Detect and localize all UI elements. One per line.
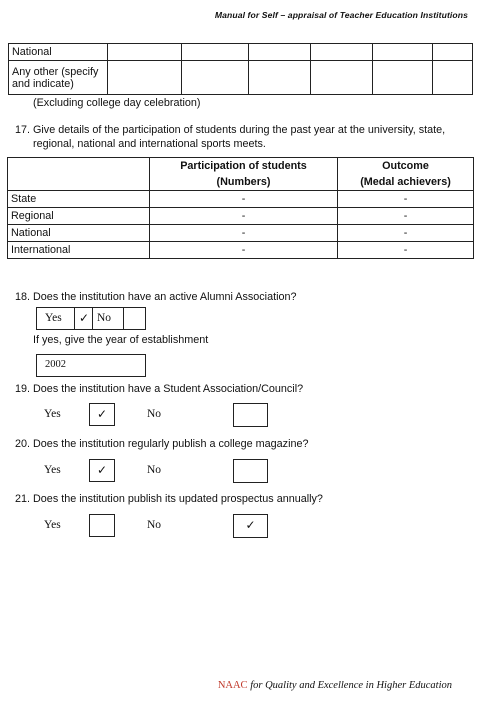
page-footer: [218, 680, 452, 691]
no-checkbox[interactable]: [233, 459, 268, 483]
participation-value: -: [150, 225, 338, 242]
row-label: National: [9, 44, 108, 61]
col-header-outcome: Outcome: [338, 158, 474, 175]
participation-value: -: [150, 191, 338, 208]
no-checkbox[interactable]: ✓: [233, 514, 268, 538]
no-label: No: [147, 408, 162, 420]
year-value: 2002: [45, 359, 66, 370]
q20-text: 20. Does the institution regularly publish a college magazine?: [15, 438, 309, 450]
q18-text: 18. Does the institution have an active Alumni Association?: [15, 291, 297, 303]
table-row: [8, 242, 474, 259]
row-label: State: [8, 191, 150, 208]
naac-brand: NAAC: [217, 680, 248, 691]
q17-text-line2: regional, national and international sports meets.: [33, 138, 266, 150]
footer-tagline: for Quality and Excellence in Higher Education: [250, 680, 452, 691]
outcome-value: -: [338, 208, 474, 225]
q21-text: 21. Does the institution publish its updated prospectus annually?: [15, 493, 323, 505]
row-label: International: [8, 242, 150, 259]
table-row: [9, 44, 473, 61]
yes-checkbox[interactable]: [89, 514, 115, 537]
no-label: No: [97, 312, 112, 324]
table-row: [8, 191, 474, 208]
row-label: National: [8, 225, 150, 242]
no-label: No: [147, 519, 162, 531]
page-header: Manual for Self – appraisal of Teacher Education Institutions: [214, 10, 468, 20]
yes-label: Yes: [44, 519, 61, 531]
q17-text-line1: 17. Give details of the participation of students during the past year at the university, state,: [15, 124, 446, 136]
yes-label: Yes: [45, 312, 62, 324]
activities-table: [8, 43, 473, 95]
outcome-value: -: [338, 225, 474, 242]
no-label: No: [147, 464, 162, 476]
excluding-note: (Excluding college day celebration): [33, 97, 201, 109]
col-header-outcome-sub: (Medal achievers): [338, 174, 474, 191]
table-row: [9, 61, 473, 95]
yes-label: Yes: [44, 464, 61, 476]
table-row: [8, 208, 474, 225]
yes-checkmark[interactable]: ✓: [78, 311, 90, 325]
yes-checkbox[interactable]: ✓: [89, 403, 115, 426]
participation-value: -: [150, 208, 338, 225]
table-row: [8, 225, 474, 242]
outcome-value: -: [338, 191, 474, 208]
participation-value: -: [150, 242, 338, 259]
col-header-participation-sub: (Numbers): [150, 174, 338, 191]
no-checkbox[interactable]: [233, 403, 268, 427]
row-label: Regional: [8, 208, 150, 225]
col-header-participation: Participation of students: [150, 158, 338, 175]
year-prompt: If yes, give the year of establishment: [33, 334, 209, 346]
outcome-value: -: [338, 242, 474, 259]
table-header-row: [8, 158, 474, 175]
alumni-answer-box: [36, 307, 146, 330]
yes-checkbox[interactable]: ✓: [89, 459, 115, 482]
yes-label: Yes: [44, 408, 61, 420]
row-label: Any other (specify and indicate): [9, 61, 108, 95]
q19-text: 19. Does the institution have a Student Association/Council?: [15, 383, 304, 395]
sports-participation-table: [7, 157, 474, 259]
year-input[interactable]: [36, 354, 146, 377]
